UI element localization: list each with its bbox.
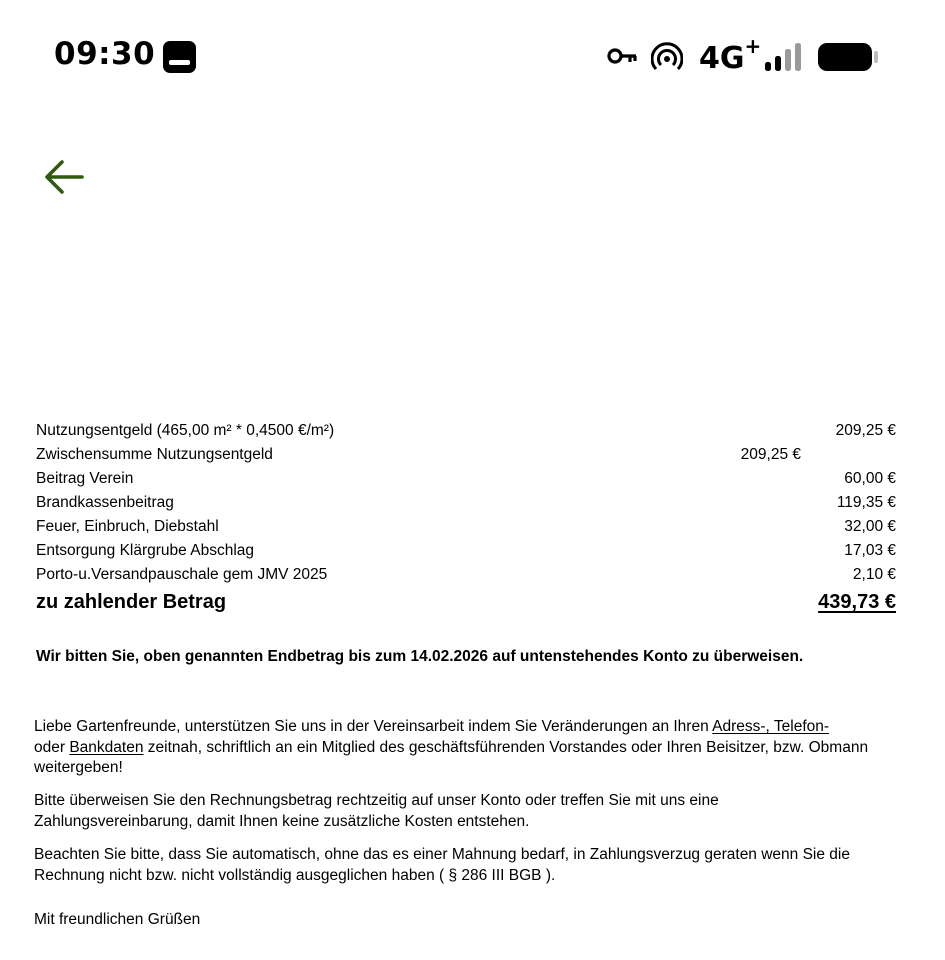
total-label: zu zahlender Betrag (36, 591, 227, 613)
line-amount: 209,25 € (835, 422, 896, 439)
invoice-line-fire-fund (36, 491, 896, 515)
paragraph-text: Liebe Gartenfreunde, unterstützen Sie uns in der Vereinsarbeit indem Sie Veränderungen an Ihren (34, 718, 713, 735)
line-label: Brandkassenbeitrag (36, 494, 174, 511)
line-amount: 32,00 € (844, 518, 896, 535)
signal-strength-icon (764, 42, 806, 72)
line-amount: 119,35 € (836, 494, 896, 511)
invoice-line-postage (36, 563, 896, 587)
invoice-total-row (36, 589, 896, 615)
battery-icon (817, 42, 881, 72)
invoice-line-insurance (36, 515, 896, 539)
invoice-line-club-fee (36, 467, 896, 491)
hotspot-icon (651, 42, 683, 72)
paragraph-text: oder (34, 738, 70, 756)
invoice-line-usage-fee (36, 419, 896, 443)
line-amount: 17,03 € (844, 542, 896, 559)
line-amount: 60,00 € (844, 470, 896, 487)
network-type-label: 4G+ (699, 34, 762, 76)
letter-paragraph-2: Bitte überweisen Sie den Rechnungsbetrag rechtzeitig auf unser Konto oder treffen Sie mit uns eine Zahlungsvereinbarung, damit Ihnen keine zusätzliche Kosten entstehen. (34, 792, 719, 830)
total-amount: 439,73 € (818, 591, 896, 613)
status-time: 09:30 (54, 36, 156, 72)
line-label: Zwischensumme Nutzungsentgeld (36, 446, 273, 463)
back-arrow-icon[interactable] (40, 152, 90, 202)
bank-data-link: Bankdaten (69, 738, 144, 756)
letter-closing: Mit freundlichen Grüßen (34, 911, 201, 928)
letter-paragraph-3: Beachten Sie bitte, dass Sie automatisch, ohne das es einer Mahnung bedarf, in Zahlungsverzug geraten wenn Sie die Rechnung nicht bzw. nicht vollständig ausgeglichen haben ( § 286 III BGB ). (34, 846, 850, 884)
line-label: Entsorgung Klärgrube Abschlag (36, 542, 255, 559)
invoice-line-disposal (36, 539, 896, 563)
line-amount: 2,10 € (852, 566, 896, 583)
payment-notice: Wir bitten Sie, oben genannten Endbetrag bis zum 14.02.2026 auf untenstehendes Konto zu überweisen. (36, 648, 804, 665)
vpn-key-icon (606, 44, 638, 68)
line-label: Porto-u.Versandpauschale gem JMV 2025 (36, 566, 328, 583)
contact-data-link: Adress-, Telefon- (712, 718, 830, 735)
line-label: Feuer, Einbruch, Diebstahl (36, 518, 219, 535)
line-label: Beitrag Verein (36, 470, 134, 487)
letter-paragraph-1 (34, 717, 914, 779)
paragraph-text: zeitnah, schriftlich an ein Mitglied des geschäftsführenden Vorstandes oder Ihren Beisitzer, bzw. Obmann weitergeben! (34, 738, 869, 776)
app-notification-icon (162, 40, 197, 74)
line-label: Nutzungsentgeld (465,00 m² * 0,4500 €/m²) (36, 422, 335, 439)
line-subtotal-amount: 209,25 € (740, 446, 801, 463)
invoice-line-subtotal (36, 443, 896, 467)
